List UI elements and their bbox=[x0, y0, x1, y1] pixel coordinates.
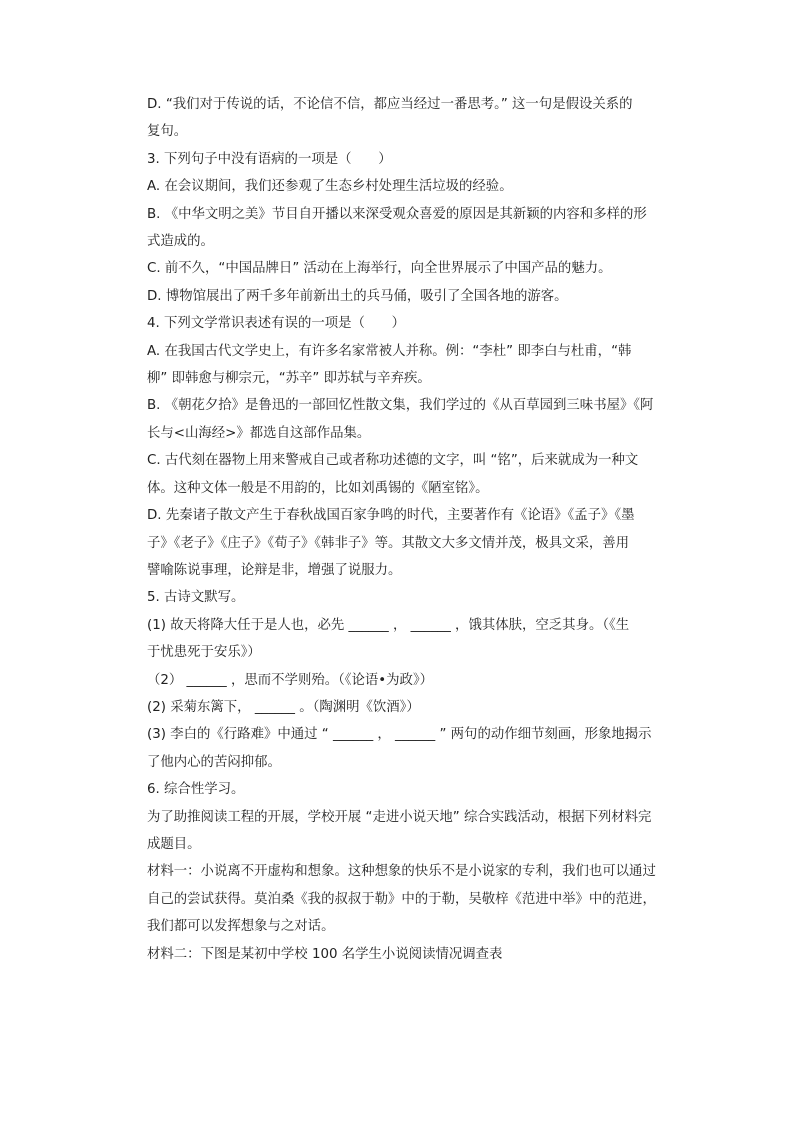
text-line: 复句。 bbox=[147, 124, 188, 140]
text-line: 为了助推阅读工程的开展，学校开展 “走进小说天地” 综合实践活动，根据下列材料完 bbox=[147, 809, 652, 825]
text-line: 于忧患死于安乐》） bbox=[147, 645, 261, 661]
fill-blank-line: (3) 李白的《行路难》中通过 “ ______ ， ______ ” 两句的动作细节刻画，形象地揭示 bbox=[147, 727, 652, 743]
text-line: 我们都可以发挥想象与之对话。 bbox=[147, 919, 335, 935]
fill-blank-line: (1) 故天将降大任于是人也，必先 ______ ， ______ ，饿其体肤，空乏其身。（《生 bbox=[147, 617, 630, 633]
text-line: 譬喻陈说事理，论辩是非，增强了说服力。 bbox=[147, 562, 402, 578]
text-line: 自己的尝试获得。莫泊桑《我的叔叔于勒》中的于勒，吴敬梓《范进中举》中的范进， bbox=[147, 891, 656, 907]
document-body bbox=[147, 91, 687, 968]
material-line: 材料二：下图是某初中学校 100 名学生小说阅读情况调查表 bbox=[147, 946, 503, 962]
question-heading: 4. 下列文学常识表述有误的一项是（ ） bbox=[147, 316, 406, 332]
question-heading: 5. 古诗文默写。 bbox=[147, 590, 245, 606]
option-line: A. 在会议期间，我们还参观了生态乡村处理生活垃圾的经验。 bbox=[147, 179, 513, 195]
option-line: B. 《朝花夕拾》是鲁迅的一部回忆性散文集，我们学过的《从百草园到三味书屋》《阿 bbox=[147, 398, 654, 414]
option-line: B. 《中华文明之美》节目自开播以来深受观众喜爱的原因是其新颖的内容和多样的形 bbox=[147, 206, 647, 222]
material-line: 材料一：小说离不开虚构和想象。这种想象的快乐不是小说家的专利，我们也可以通过 bbox=[147, 864, 656, 880]
fill-blank-line: （2） ______ ，思而不学则殆。（《论语•为政》） bbox=[147, 672, 434, 688]
text-line: 体。这种文体一般是不用韵的，比如刘禹锡的《陋室铭》。 bbox=[147, 480, 489, 496]
text-line: 长与<山海经>》都选自这部作品集。 bbox=[147, 425, 371, 441]
fill-blank-line: (2) 采菊东篱下， ______ 。（陶渊明《饮酒》） bbox=[147, 699, 420, 715]
text-line: 子》《老子》《庄子》《荀子》《韩非子》等。其散文大多文情并茂，极具文采，善用 bbox=[147, 535, 630, 551]
option-line: C. 前不久，“中国品牌日” 活动在上海举行，向全世界展示了中国产品的魅力。 bbox=[147, 261, 612, 277]
option-line: D. 先秦诸子散文产生于春秋战国百家争鸣的时代，主要著作有《论语》《孟子》《墨 bbox=[147, 508, 635, 524]
text-line: 了他内心的苦闷抑郁。 bbox=[147, 754, 281, 770]
option-line: D. 博物馆展出了两千多年前新出土的兵马俑，吸引了全国各地的游客。 bbox=[147, 288, 568, 304]
text-line: 柳” 即韩愈与柳宗元，“苏辛” 即苏轼与辛弃疾。 bbox=[147, 371, 431, 387]
question-heading: 6. 综合性学习。 bbox=[147, 782, 245, 798]
option-line: C. 古代刻在器物上用来警戒自己或者称功述德的文字，叫 “铭”，后来就成为一种文 bbox=[147, 453, 639, 469]
text-line: 成题目。 bbox=[147, 836, 201, 852]
option-line: A. 在我国古代文学史上，有许多名家常被人并称。例：“李杜” 即李白与杜甫，“韩 bbox=[147, 343, 632, 359]
text-line: D. “我们对于传说的话，不论信不信，都应当经过一番思考。” 这一句是假设关系的 bbox=[147, 97, 633, 112]
text-line: 式造成的。 bbox=[147, 234, 214, 250]
question-heading: 3. 下列句子中没有语病的一项是（ ） bbox=[147, 151, 392, 167]
